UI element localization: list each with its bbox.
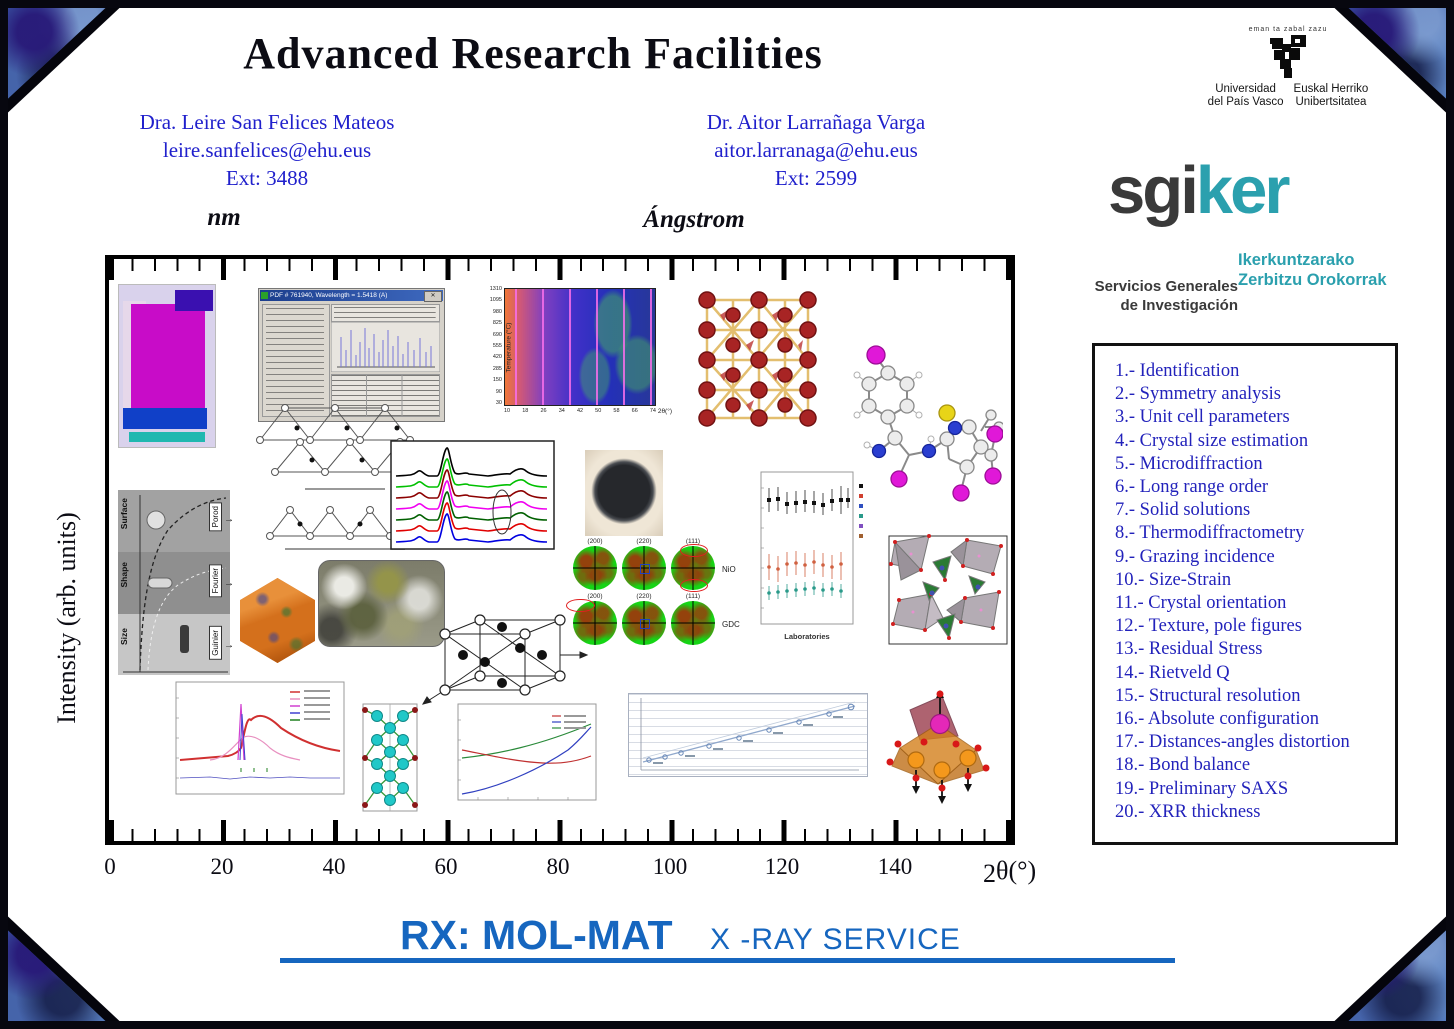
thumb-linear-trend-plot [628, 693, 868, 777]
pole-marker-ellipse [566, 599, 594, 612]
service-item: 1.- Identification [1115, 361, 1240, 381]
pole-marker-square [640, 619, 650, 629]
axis-ticks [109, 259, 1011, 271]
labs-x-label: Laboratories [784, 632, 830, 641]
service-name: X -RAY SERVICE [710, 923, 961, 956]
pole-marker-ellipse [680, 579, 708, 592]
corner-marble-top-left [0, 0, 128, 120]
corner-marble-bottom-left [0, 909, 128, 1029]
thumb-pole-figures: (200) (220) (111) NiO (200) (220) (111) GDC [573, 538, 741, 676]
x-tick-label: 40 [322, 854, 346, 879]
corner-marble-top-right [1326, 0, 1454, 120]
x-tick-label: 80 [546, 854, 570, 879]
arrow-right-icon: → [224, 578, 234, 589]
pole-figure [573, 546, 617, 590]
contact-email: aitor.larranaga@ehu.eus [714, 138, 918, 162]
saxs-band-label: Shape [119, 562, 129, 588]
x-tick-label: 60 [434, 854, 458, 879]
scale-label-nm: nm [207, 204, 241, 231]
saxs-regime-label: Fourier [209, 564, 222, 597]
x-tick-label: 20 [210, 854, 234, 879]
thermo-x-ticks: 10 18 26 34 42 50 58 66 74 [504, 408, 656, 414]
pole-figure [622, 601, 666, 645]
service-item: 8.- Thermodiffractometry [1115, 523, 1305, 544]
thumb-thermodiffractogram [478, 286, 670, 422]
contact-ext: Ext: 3488 [225, 166, 309, 190]
service-item: 6.- Long range order [1115, 477, 1269, 498]
thumb-phase-stability-diagram [118, 284, 216, 448]
contact-name: Dra. Leire San Felices Mateos [139, 110, 395, 134]
x-tick-label: 120 [764, 854, 800, 879]
thumb-crystal-framework [695, 288, 820, 428]
thermo-y-ticks: 1310 1095 980 825 690 555 420 285 150 90 30 [489, 286, 502, 406]
service-item: 20.- XRR thickness [1115, 801, 1261, 822]
service-item: 4.- Crystal size estimation [1115, 430, 1309, 451]
service-code: RX: MOL-MAT [400, 912, 673, 958]
thumb-distortion-polyhedra [880, 688, 995, 806]
page-title: Advanced Research Facilities [243, 29, 823, 78]
service-item: 10.- Size-Strain [1115, 569, 1232, 590]
close-icon: ✕ [424, 291, 442, 302]
thumb-unit-cell-drawing [415, 612, 590, 707]
upv-motto: eman ta zabal zazu [1248, 26, 1328, 33]
service-item: 15.- Structural resolution [1115, 685, 1301, 706]
pdf-window-titlebar: PDF # 761940, Wavelength = 1.5418 (A) [260, 290, 443, 301]
corner-marble-bottom-right [1326, 909, 1454, 1029]
sgiker-logo: sgiker [1108, 153, 1288, 228]
service-item: 12.- Texture, pole figures [1115, 616, 1302, 637]
services-list [1092, 343, 1398, 845]
saxs-band-label: Surface [119, 498, 129, 530]
thermo-map-area [504, 288, 656, 406]
pole-figure [671, 601, 715, 645]
contact-ext: Ext: 2599 [774, 166, 858, 190]
upv-name-eu: Euskal Herriko Unibertsitatea [1293, 83, 1369, 108]
thumb-saxs-schematic [118, 490, 234, 675]
x-tick-label: 0 [104, 854, 116, 879]
arrow-right-icon: → [224, 514, 234, 525]
pdf-stick-pattern [331, 322, 440, 372]
axis-ticks [109, 829, 1011, 841]
thumb-stacked-xrd-patterns [390, 440, 555, 550]
x-axis-label: 2θ(°) [983, 856, 1037, 888]
y-axis-label: Intensity (arb. units) [52, 512, 81, 724]
service-item: 13.- Residual Stress [1115, 639, 1263, 660]
contact-email: leire.sanfelices@ehu.eus [162, 138, 372, 162]
service-item: 9.- Grazing incidence [1115, 546, 1275, 567]
contact-block-right [641, 108, 991, 192]
thumb-profile-fit-plot [170, 678, 350, 800]
saxs-band-label: Size [119, 628, 129, 646]
arrow-right-icon: → [224, 640, 234, 651]
saxs-regime-label: Porod [209, 502, 222, 531]
thumb-crystal-photo [585, 450, 663, 536]
service-item: 18.- Bond balance [1115, 755, 1251, 776]
thermo-x-label: 2θ(°) [657, 408, 672, 415]
pole-row-label: GDC [722, 620, 740, 629]
contact-name: Dr. Aitor Larrañaga Varga [706, 110, 926, 134]
labs-scatter-plot [755, 468, 873, 643]
thumb-chain-structure [355, 700, 425, 815]
thumb-fwhm-curves-plot [448, 700, 603, 808]
pole-row-label: NiO [722, 565, 736, 574]
footer-underline [280, 958, 1175, 963]
thumb-interlab-scatter [755, 468, 873, 643]
contact-block-left [92, 108, 442, 192]
sgiker-tagline-es: Servicios Generales de Investigación [1094, 278, 1238, 314]
service-item: 16.- Absolute configuration [1115, 709, 1319, 730]
linear-trend-line [629, 694, 867, 776]
service-item: 3.- Unit cell parameters [1115, 407, 1290, 428]
service-item: 11.- Crystal orientation [1115, 593, 1287, 614]
thermo-y-label: Temperature (°C) [505, 322, 513, 373]
service-item: 5.- Microdiffraction [1115, 453, 1263, 474]
pole-figure [671, 546, 715, 590]
scale-label-angstrom: Ángstrom [643, 206, 745, 233]
thumb-polyhedral-structure [885, 522, 1011, 654]
pole-marker-ellipse [680, 544, 708, 557]
service-item: 19.- Preliminary SAXS [1115, 778, 1289, 799]
service-item: 2.- Symmetry analysis [1115, 384, 1281, 405]
pdf-formula-panel [331, 304, 440, 322]
pdf-window-icon [261, 292, 268, 299]
pole-marker-square [640, 564, 650, 574]
service-item: 17.- Distances-angles distortion [1115, 732, 1350, 753]
upv-name-es: Universidad del País Vasco [1207, 83, 1284, 108]
service-item: 14.- Rietveld Q [1115, 662, 1230, 683]
upv-logo-icon [1262, 34, 1314, 80]
sgiker-tagline-eu: Ikerkuntzarako Zerbitzu Orokorrak [1238, 251, 1387, 289]
x-tick-label: 100 [652, 854, 688, 879]
saxs-regime-label: Guinier [209, 626, 222, 660]
service-item: 7.- Solid solutions [1115, 500, 1251, 521]
pole-figure [622, 546, 666, 590]
x-tick-label: 140 [877, 854, 913, 879]
